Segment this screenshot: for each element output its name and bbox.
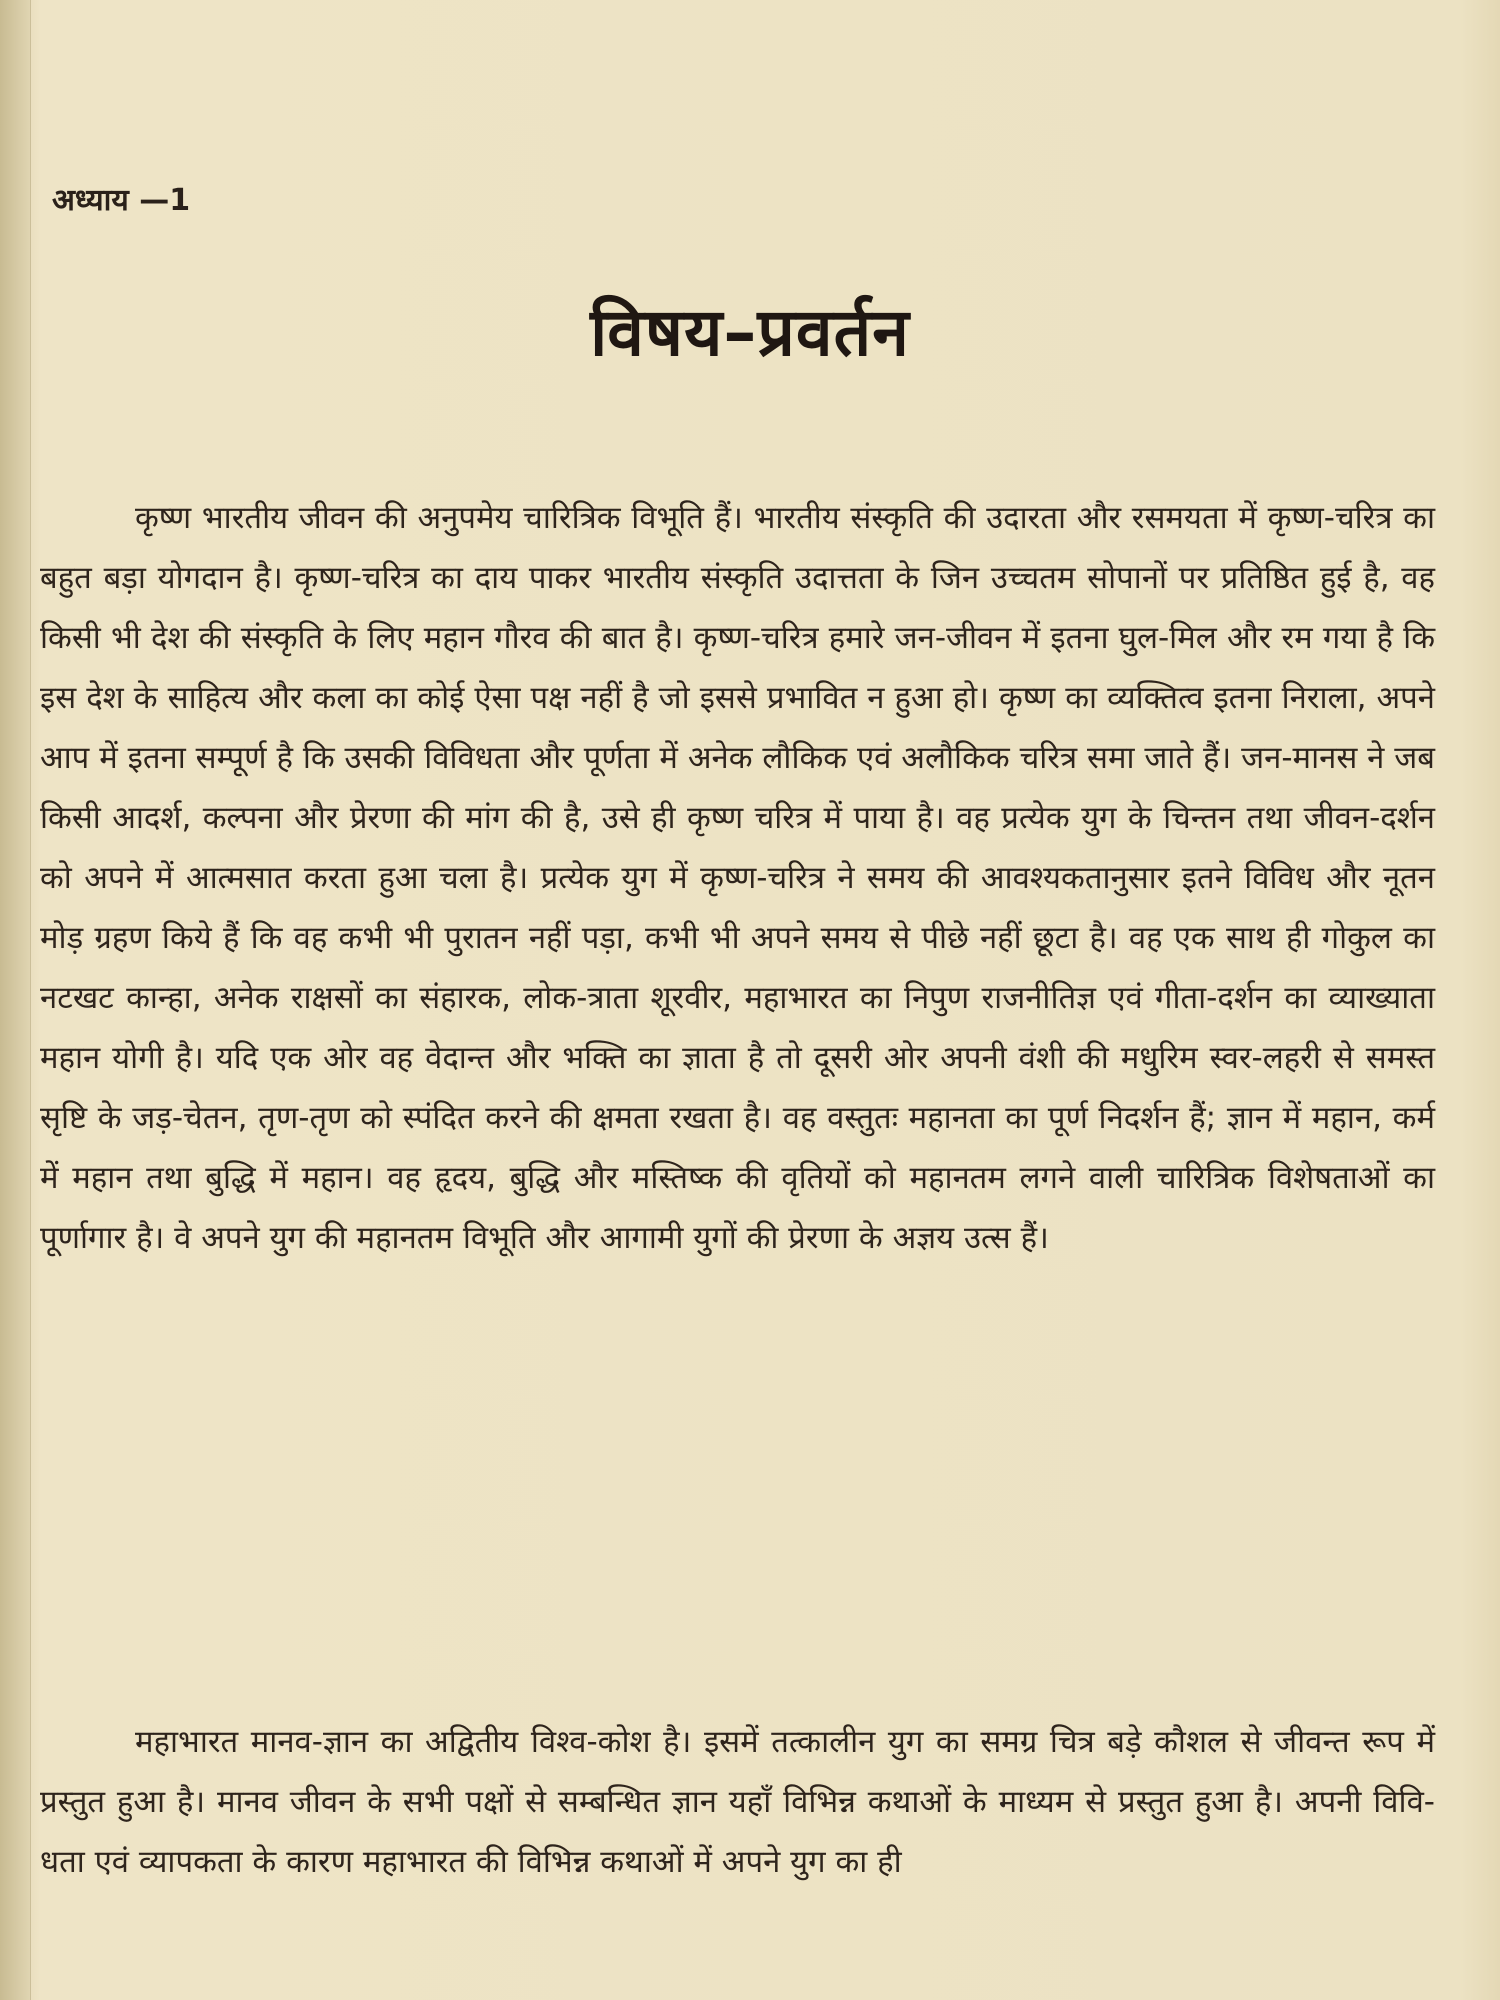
- chapter-label: अध्याय —1: [52, 183, 191, 218]
- body-paragraph-2: महाभारत मानव-ज्ञान का अद्वितीय विश्व-कोश है। इसमें तत्कालीन युग का समग्र चित्र बड़े कौशल से जीवन्त रूप में प्रस्तुत हुआ है। मानव जीवन के सभी पक्षों से सम्बन्धित ज्ञान यहाँ विभिन्न कथाओं के माध्यम से प्रस्तुत हुआ है। अपनी विवि-धता एवं व्यापकता के कारण महाभारत की विभिन्न कथाओं में अपने युग का ही: [40, 1724, 1435, 1880]
- body-paragraph-1: कृष्ण भारतीय जीवन की अनुपमेय चारित्रिक विभूति हैं। भारतीय संस्कृति की उदारता और रसमयता में कृष्ण-चरित्र का बहुत बड़ा योगदान है। कृष्ण-चरित्र का दाय पाकर भारतीय संस्कृति उदात्तता के जिन उच्चतम सोपानों पर प्रतिष्ठित हुई है, वह किसी भी देश की संस्कृति के लिए महान गौरव की बात है। कृष्ण-चरित्र हमारे जन-जीवन में इतना घुल-मिल और रम गया है कि इस देश के साहित्य और कला का कोई ऐसा पक्ष नहीं है जो इससे प्रभावित न हुआ हो। कृष्ण का व्यक्तित्व इतना निराला, अपने आप में इतना सम्पूर्ण है कि उसकी विविधता और पूर्णता में अनेक लौकिक एवं अलौकिक चरित्र समा जाते हैं। जन-मानस ने जब किसी आदर्श, कल्पना और प्रेरणा की मांग की है, उसे ही कृष्ण चरित्र में पाया है। वह प्रत्येक युग के चिन्तन तथा जीवन-दर्शन को अपने में आत्मसात करता हुआ चला है। प्रत्येक युग में कृष्ण-चरित्र ने समय की आवश्यकतानुसार इतने विविध और नूतन मोड़ ग्रहण किये हैं कि वह कभी भी पुरातन नहीं पड़ा, कभी भी अपने समय से पीछे नहीं छूटा है। वह एक साथ ही गोकुल का नटखट कान्हा, अनेक राक्षसों का संहारक, लोक-त्राता शूरवीर, महाभारत का निपुण राजनीतिज्ञ एवं गीता-दर्शन का व्याख्याता महान योगी है। यदि एक ओर वह वेदान्त और भक्ति का ज्ञाता है तो दूसरी ओर अपनी वंशी की मधुरिम स्वर-लहरी से समस्त सृष्टि के जड़-चेतन, तृण-तृण को स्पंदित करने की क्षमता रखता है। वह वस्तुतः महानता का पूर्ण निदर्शन हैं; ज्ञान में महान, कर्म में महान तथा बुद्धि में महान। वह हृदय, बुद्धि और मस्तिष्क की वृतियों को महानतम लगने वाली चारित्रिक विशेषताओं का पूर्णागार है। वे अपने युग की महानतम विभूति और आगामी युगों की प्रेरणा के अज्ञय उत्स हैं।: [40, 500, 1435, 1256]
- page-title: विषय–प्रवर्तन: [590, 294, 910, 371]
